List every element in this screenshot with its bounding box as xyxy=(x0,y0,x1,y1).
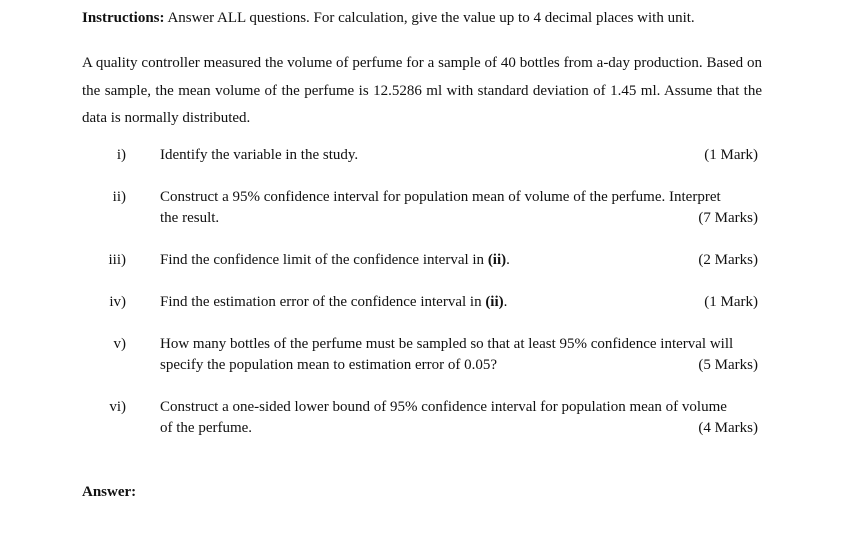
question-text-continued: specify the population mean to estimation error of 0.05? xyxy=(160,357,497,373)
question-marks: (5 Marks) xyxy=(698,357,758,373)
answer-label: Answer: xyxy=(82,484,137,500)
question-text: How many bottles of the perfume must be sampled so that at least 95% confidence interval will xyxy=(160,336,734,352)
question-intro: A quality controller measured the volume of perfume for a sample of 40 bottles from a-day production. Based on the sample, the mean volume of the perfume is 12.5286 ml with standard deviation of 1.45 ml. Assume that the data is normally distributed. xyxy=(82,55,762,126)
instructions xyxy=(82,8,782,28)
question-text-post: . xyxy=(503,294,508,310)
instructions-label: Instructions: xyxy=(82,10,165,26)
question-reference: (ii) xyxy=(485,294,504,310)
question-number: i) xyxy=(116,147,126,163)
question-marks: (1 Mark) xyxy=(704,294,758,310)
question-marks: (2 Marks) xyxy=(698,252,758,268)
question-text-continued: of the perfume. xyxy=(160,420,253,436)
question-text-pre: Find the confidence limit of the confidence interval in xyxy=(160,252,488,268)
question-text: Construct a one-sided lower bound of 95% confidence interval for population mean of volume xyxy=(160,399,727,415)
question-number: iv) xyxy=(109,294,126,310)
question-text-post: . xyxy=(506,252,510,268)
question-text xyxy=(160,292,507,313)
question-text: Identify the variable in the study. xyxy=(160,147,359,163)
question-number: vi) xyxy=(109,399,126,415)
question-text-pre: Find the estimation error of the confidence interval in xyxy=(160,294,486,310)
question-number: v) xyxy=(113,336,126,352)
question-marks: (1 Mark) xyxy=(704,147,758,163)
question-number: iii) xyxy=(108,252,126,268)
question-text: Construct a 95% confidence interval for population mean of volume of the perfume. Interpret xyxy=(160,189,721,205)
question-text-continued: the result. xyxy=(160,210,220,226)
question-marks: (4 Marks) xyxy=(698,420,758,436)
question-marks: (7 Marks) xyxy=(698,210,758,226)
question-reference: (ii) xyxy=(487,252,507,268)
question-text xyxy=(160,250,510,271)
question-number: ii) xyxy=(112,189,126,205)
instructions-text: Answer ALL questions. For calculation, give the value up to 4 decimal places with unit. xyxy=(164,10,695,26)
